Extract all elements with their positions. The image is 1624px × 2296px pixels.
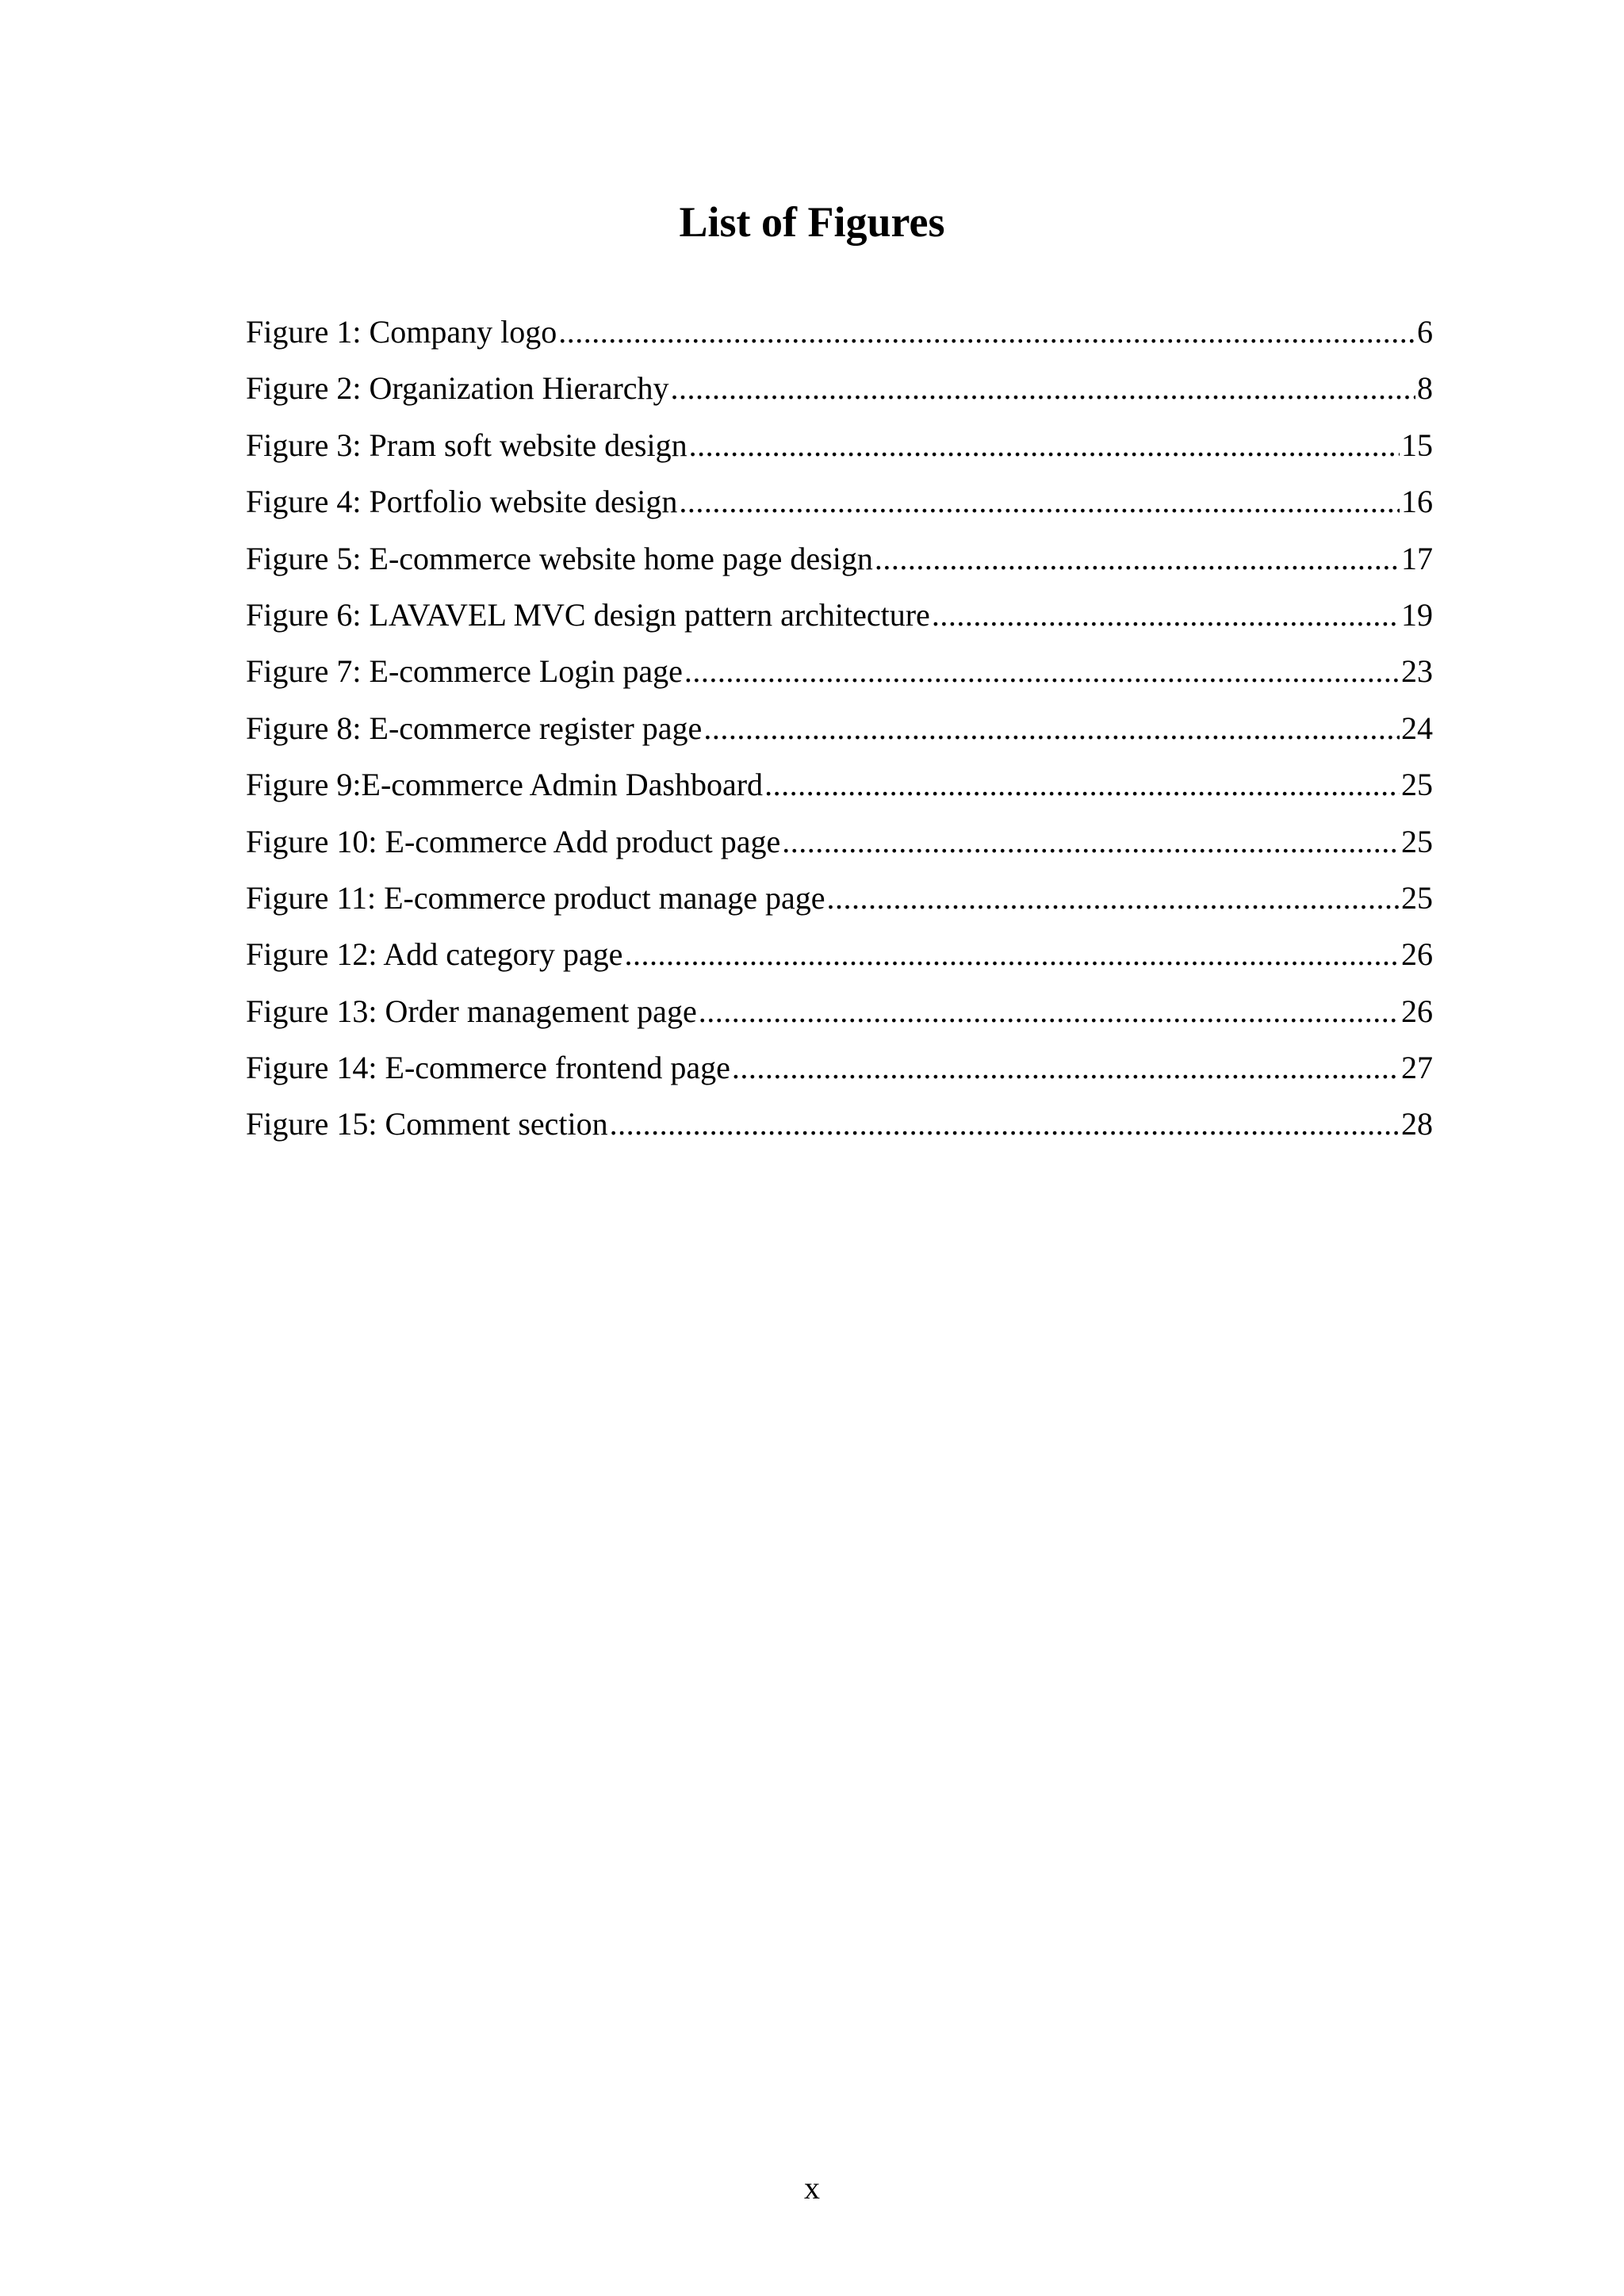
toc-entry-label: Figure 15: Comment section [246,1106,608,1142]
toc-entry[interactable] [246,756,1433,813]
toc-dot-leader [679,473,1400,530]
toc-dot-leader [684,643,1400,699]
toc-entry-page: 16 [1401,484,1433,520]
toc-entry-label: Figure 1: Company logo [246,314,557,350]
toc-entry-page: 26 [1401,993,1433,1029]
toc-entry[interactable] [246,473,1433,530]
toc-entry-page: 26 [1401,936,1433,973]
toc-entry-label: Figure 3: Pram soft website design [246,427,688,463]
toc-entry[interactable] [246,870,1433,926]
toc-entry-page: 24 [1401,710,1433,746]
toc-dot-leader [703,700,1400,756]
toc-entry-label: Figure 13: Order management page [246,993,697,1029]
toc-entry-page: 23 [1401,653,1433,690]
toc-entry-page: 19 [1401,596,1433,633]
toc-entry-page: 8 [1417,370,1433,407]
toc-dot-leader [826,870,1400,926]
toc-entry-label: Figure 14: E-commerce frontend page [246,1050,730,1086]
toc-entry-label: Figure 8: E-commerce register page [246,710,703,746]
toc-entry-page: 25 [1401,823,1433,859]
toc-dot-leader [689,417,1400,473]
toc-dot-leader [624,926,1400,982]
toc-entry[interactable] [246,643,1433,699]
toc-dot-leader [875,530,1400,587]
toc-entry-label: Figure 12: Add category page [246,936,623,973]
toc-entry-label: Figure 5: E-commerce website home page design [246,540,873,576]
list-of-figures [246,304,1433,1153]
toc-entry-label: Figure 11: E-commerce product manage page [246,879,825,916]
page-number: x [804,2170,820,2206]
toc-dot-leader [558,304,1415,360]
toc-entry-page: 28 [1401,1106,1433,1142]
toc-entry-page: 25 [1401,879,1433,916]
toc-dot-leader [932,587,1400,643]
toc-entry-label: Figure 6: LAVAVEL MVC design pattern architecture [246,596,930,633]
toc-entry[interactable] [246,304,1433,360]
toc-dot-leader [732,1039,1400,1096]
toc-entry[interactable] [246,700,1433,756]
toc-entry-page: 15 [1401,427,1433,463]
toc-entry[interactable] [246,1096,1433,1152]
toc-entry-label: Figure 2: Organization Hierarchy [246,370,669,407]
toc-entry[interactable] [246,813,1433,870]
toc-entry-page: 25 [1401,767,1433,803]
toc-entry-page: 6 [1417,314,1433,350]
page-title: List of Figures [679,198,945,246]
toc-dot-leader [671,360,1415,416]
toc-entry[interactable] [246,530,1433,587]
toc-entry-page: 27 [1401,1050,1433,1086]
toc-entry-label: Figure 9:E-commerce Admin Dashboard [246,767,764,803]
toc-dot-leader [782,813,1400,870]
toc-entry[interactable] [246,983,1433,1039]
toc-entry[interactable] [246,417,1433,473]
toc-entry-page: 17 [1401,540,1433,576]
toc-entry[interactable] [246,926,1433,982]
toc-entry[interactable] [246,587,1433,643]
toc-dot-leader [610,1096,1400,1152]
toc-entry[interactable] [246,1039,1433,1096]
toc-entry-label: Figure 4: Portfolio website design [246,484,678,520]
toc-entry[interactable] [246,360,1433,416]
toc-dot-leader [764,756,1400,813]
toc-dot-leader [699,983,1400,1039]
toc-entry-label: Figure 10: E-commerce Add product page [246,823,781,859]
toc-entry-label: Figure 7: E-commerce Login page [246,653,683,690]
